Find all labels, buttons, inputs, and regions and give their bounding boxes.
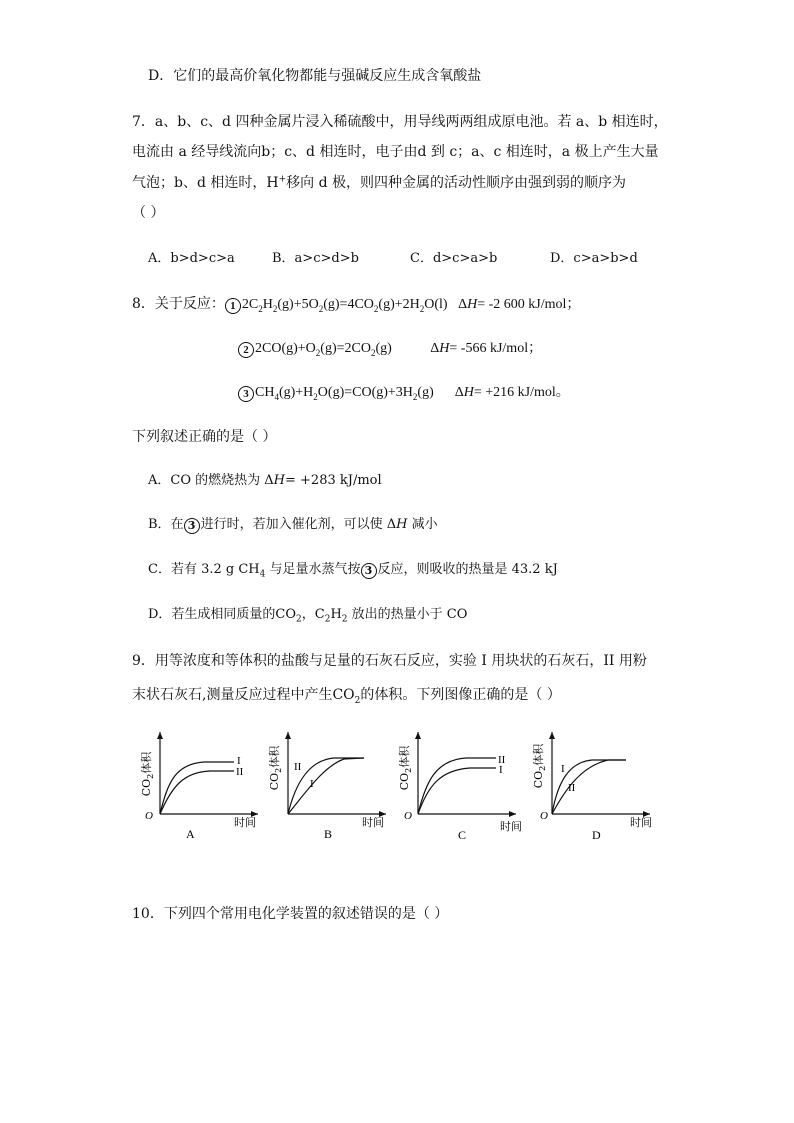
- x-axis-label: 时间: [630, 816, 652, 829]
- top-curve-label: II: [294, 761, 302, 773]
- q8-reaction-3: 3 $CH_4(g)+H_2O(g)=CO(g)+3H_2(g)$ ΔH= +216 kJ/mol。: [238, 384, 570, 402]
- graph-a: [138, 726, 268, 846]
- q8-reaction-2: 2 $2CO(g)+O_2(g)=2CO_2(g)$ ΔH= -566 kJ/mol；: [238, 340, 542, 358]
- circled-number-3: 3: [238, 386, 254, 402]
- bottom-curve-label: II: [236, 766, 244, 778]
- top-curve-label: II: [498, 754, 506, 766]
- q8-reaction-1: 8．关于反应： 1 $2C_2H_2(g)+5O_2(g)=4CO_2(g)+2H_2O(l)$ ΔH= -2 600 kJ/mol；: [132, 296, 581, 314]
- top-curve-label: I: [561, 763, 565, 775]
- bottom-curve-label: I: [310, 778, 314, 790]
- x-axis-label: 时间: [234, 816, 256, 829]
- x-axis-label: 时间: [362, 816, 384, 829]
- origin-label: O: [145, 810, 153, 822]
- q8-option-a: A．CO 的燃烧热为 ΔH= +283 kJ/mol: [148, 473, 382, 488]
- graph-letter: C: [458, 828, 467, 842]
- q8-option-c: C．若有 3.2 g $CH_4$ 与足量水蒸气按 3 反应，则吸收的热量是 43.2 kJ: [148, 562, 558, 580]
- circled-number-3: 3: [361, 563, 377, 579]
- q7-option-c: C．d>c>a>b: [410, 251, 498, 266]
- curve-bottom: [418, 768, 496, 814]
- graph-letter: B: [324, 827, 333, 841]
- graph-b: [266, 726, 396, 846]
- curve-top: [418, 758, 496, 814]
- q7-stem-line3: 气泡；b、d 相连时，H+移向 d 极，则四种金属的活动性顺序由强到弱的顺序为: [132, 174, 627, 191]
- q9-stem-line1: 9．用等浓度和等体积的盐酸与足量的石灰石反应，实验 I 用块状的石灰石，II 用粉: [132, 653, 647, 669]
- bottom-curve-label: II: [568, 782, 576, 794]
- x-axis-label: 时间: [500, 820, 522, 833]
- origin-label: O: [540, 810, 548, 822]
- q7-option-a: A．b>d>c>a: [148, 251, 235, 266]
- q7-option-d: D．c>a>b>d: [550, 251, 638, 266]
- circled-number-2: 2: [238, 342, 254, 358]
- y-axis-label: $CO_2$体积: [140, 751, 155, 797]
- graph-letter: D: [592, 828, 601, 842]
- top-curve-label: I: [237, 755, 241, 767]
- q8-stem: 下列叙述正确的是（ ）: [132, 429, 277, 445]
- q8-option-b: B．在 3 进行时，若加入催化剂，可以使 ΔH 减小: [148, 517, 438, 532]
- q6-option-d: D．它们的最高价氧化物都能与强碱反应生成含氧酸盐: [148, 68, 482, 84]
- q7-option-b: B．a>c>d>b: [272, 251, 359, 266]
- q7-answer-paren: （ ）: [132, 205, 165, 221]
- bottom-curve-label: I: [499, 764, 503, 776]
- q10-stem: 10．下列四个常用电化学装置的叙述错误的是（ ）: [132, 906, 449, 922]
- y-axis-label: $CO_2$体积: [268, 745, 283, 791]
- curve-top: [160, 762, 234, 814]
- graph-d: [530, 726, 660, 846]
- origin-label: O: [404, 810, 412, 822]
- q8-option-d: D．若生成相同质量的$CO_2$，$C_2H_2$ 放出的热量小于 CO: [148, 607, 468, 625]
- q7-stem-line1: 7．a、b、c、d 四种金属片浸入稀硫酸中，用导线两两组成原电池。若 a、b 相连时，: [132, 114, 668, 130]
- curve-bottom: [160, 771, 234, 814]
- q9-stem-line2: 末状石灰石,测量反应过程中产生$CO_2$的体积。下列图像正确的是（ ）: [132, 687, 561, 706]
- y-axis-label: $CO_2$体积: [532, 743, 547, 789]
- circled-number-3: 3: [184, 518, 200, 534]
- q7-stem-line2: 电流由 a 经导线流向b；c、d 相连时，电子由d 到 c；a、c 相连时，a 极上产生大量: [132, 144, 659, 160]
- graph-letter: A: [186, 827, 195, 841]
- y-axis-label: $CO_2$体积: [398, 745, 413, 791]
- circled-number-1: 1: [225, 298, 241, 314]
- graph-c: [396, 726, 526, 846]
